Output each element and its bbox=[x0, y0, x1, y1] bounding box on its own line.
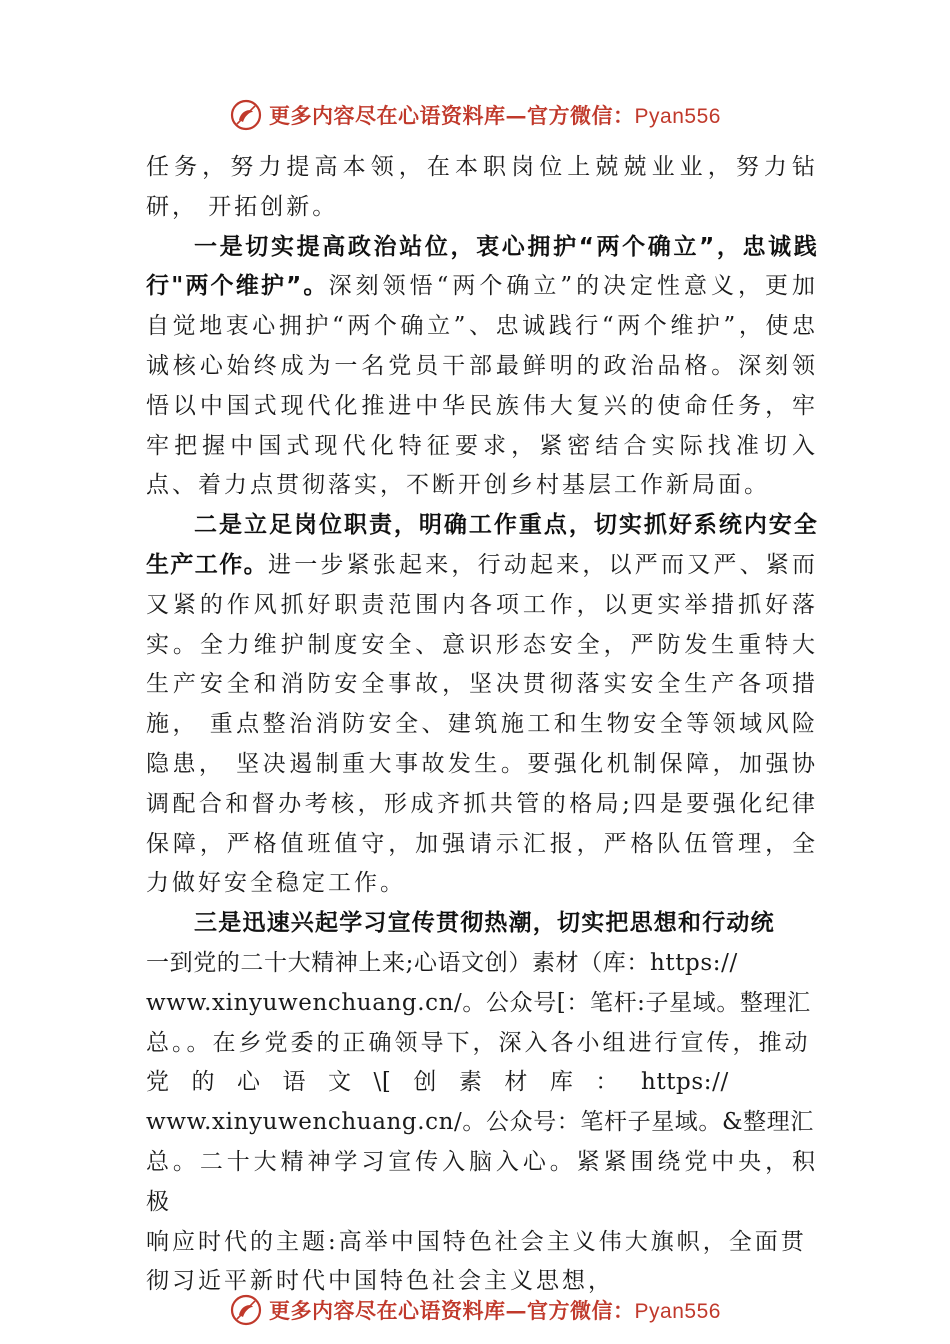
paragraph-two bbox=[146, 506, 818, 904]
brand-logo-icon bbox=[229, 1293, 263, 1327]
paragraph-two-heading: 二是立足岗位职责，明确工作重点，切实抓好系统内安全生产工作。 bbox=[146, 512, 818, 578]
paragraph-three-line-5: www.xinyuwenchuang.cn/。公众号：笔杆子星域。&整理汇 bbox=[146, 1109, 814, 1136]
paragraph-three-line-3: 总。。在乡党委的正确领导下，深入各小组进行宣传，推动 bbox=[146, 1029, 811, 1056]
paragraph-one-body: 深刻领悟“两个确立”的决定性意义，更加自觉地衷心拥护“两个确立”、忠诚践行“两个维护”，使忠诚核心始终成为一名党员干部最鲜明的政治品格。深刻领悟以中国式现代化推进中华民族伟大复兴的使命任务，牢牢把握中国式现代化特征要求，紧密结合实际找准切入点、着力点贯彻落实，不断开创乡村基层工作新局面。 bbox=[146, 273, 818, 499]
footer-banner bbox=[0, 1290, 950, 1330]
header-banner bbox=[0, 95, 950, 135]
paragraph-three-line-6: 总。二十大精神学习宣传入脑入心。紧紧围绕党中央，积极 bbox=[146, 1148, 818, 1215]
paragraph-three-line-2: www.xinyuwenchuang.cn/。公众号[：笔杆:子星域。整理汇 bbox=[146, 989, 811, 1016]
brand-logo-icon bbox=[229, 98, 263, 132]
header-banner-text: 更多内容尽在心语资料库—官方微信：Pyan556 bbox=[269, 103, 721, 128]
paragraph-three-heading: 三是迅速兴起学习宣传贯彻热潮，切实把思想和行动统 bbox=[194, 910, 775, 937]
paragraph-three-line-4: 党 的 心 语 文 \[ 创 素 材 库 ： https:// bbox=[146, 1069, 729, 1096]
footer-banner-text: 更多内容尽在心语资料库—官方微信：Pyan556 bbox=[269, 1298, 721, 1323]
footer-wechat-id: Pyan556 bbox=[634, 1300, 721, 1323]
paragraph-three-line-7: 响应时代的主题:高举中国特色社会主义伟大旗帜，全面贯 bbox=[146, 1228, 807, 1255]
document-body bbox=[146, 148, 818, 1302]
paragraph-two-body: 进一步紧张起来，行动起来，以严而又严、紧而又紧的作风抓好职责范围内各项工作，以更实举措抓好落实。全力维护制度安全、意识形态安全，严防发生重特大生产安全和消防安全事故，坚决贯彻落实安全生产各项措施， 重点整治消防安全、建筑施工和生物安全等领域风险隐患， 坚决遏制重大事故发生。要强化机制保障，加强协调配合和督办考核，形成齐抓共管的格局;四是要强化纪律保障，严格值班值守，加强请示汇报，严格队伍管理，全力做好安全稳定工作。 bbox=[146, 551, 818, 897]
paragraph-three-line-1: 一到党的二十大精神上来;心语文创）素材（库：https:// bbox=[146, 949, 738, 976]
paragraph-one-heading: 一是切实提高政治站位，衷心拥护“两个确立”，忠诚践行"两个维护”。 bbox=[146, 233, 818, 300]
header-wechat-id: Pyan556 bbox=[634, 105, 721, 128]
paragraph-three bbox=[146, 904, 818, 944]
paragraph-three-line-8: 彻习近平新时代中国特色社会主义思想， bbox=[146, 1268, 614, 1295]
paragraph-continuation: 任务，努力提高本领，在本职岗位上兢兢业业，努力钻研， 开拓创新。 bbox=[146, 154, 818, 220]
paragraph-one bbox=[146, 228, 818, 507]
